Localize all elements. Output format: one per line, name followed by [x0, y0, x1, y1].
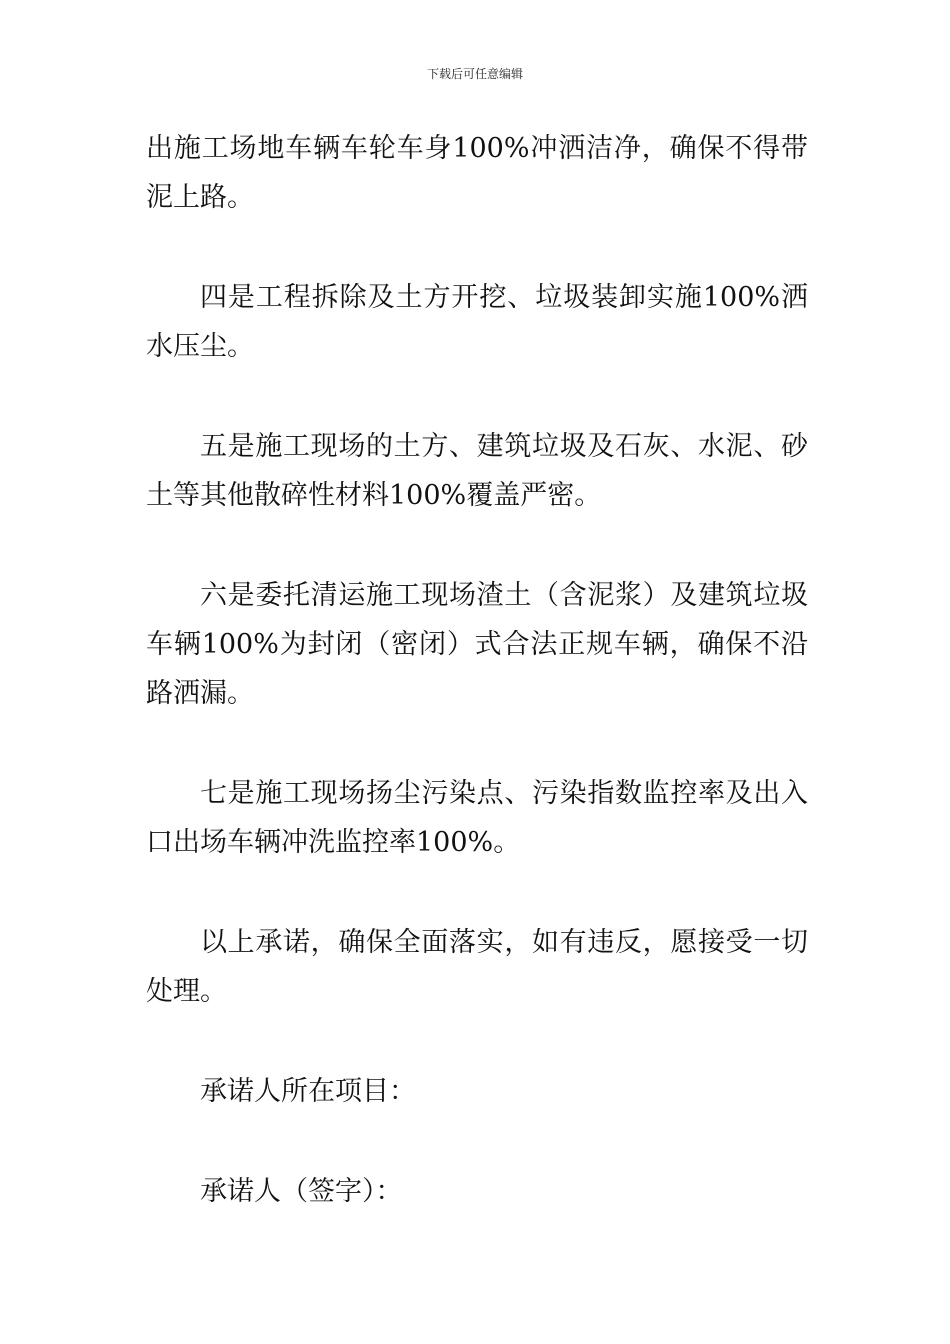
paragraph-vehicle-washing: 出施工场地车辆车轮车身100%冲洒洁净，确保不得带泥上路。	[146, 133, 808, 213]
signature-project-label: 承诺人所在项目：	[200, 1076, 416, 1107]
page-header-note: 下载后可任意编辑	[426, 67, 523, 81]
paragraph-item-seven: 七是施工现场扬尘污染点、污染指数监控率及出入口出场车辆冲洗监控率100%。	[146, 778, 808, 858]
document-body	[146, 124, 808, 1216]
paragraph-item-five: 五是施工现场的土方、建筑垃圾及石灰、水泥、砂土等其他散碎性材料100%覆盖严密。	[146, 431, 808, 511]
paragraph-item-four: 四是工程拆除及土方开挖、垃圾装卸实施100%洒水压尘。	[146, 282, 808, 362]
signature-signer-label: 承诺人（签字）：	[200, 1176, 403, 1207]
paragraph-pledge-summary: 以上承诺，确保全面落实，如有违反，愿接受一切处理。	[146, 927, 808, 1007]
paragraph-item-six: 六是委托清运施工现场渣土（含泥浆）及建筑垃圾车辆100%为封闭（密闭）式合法正规车辆，确保不沿路洒漏。	[146, 580, 808, 709]
